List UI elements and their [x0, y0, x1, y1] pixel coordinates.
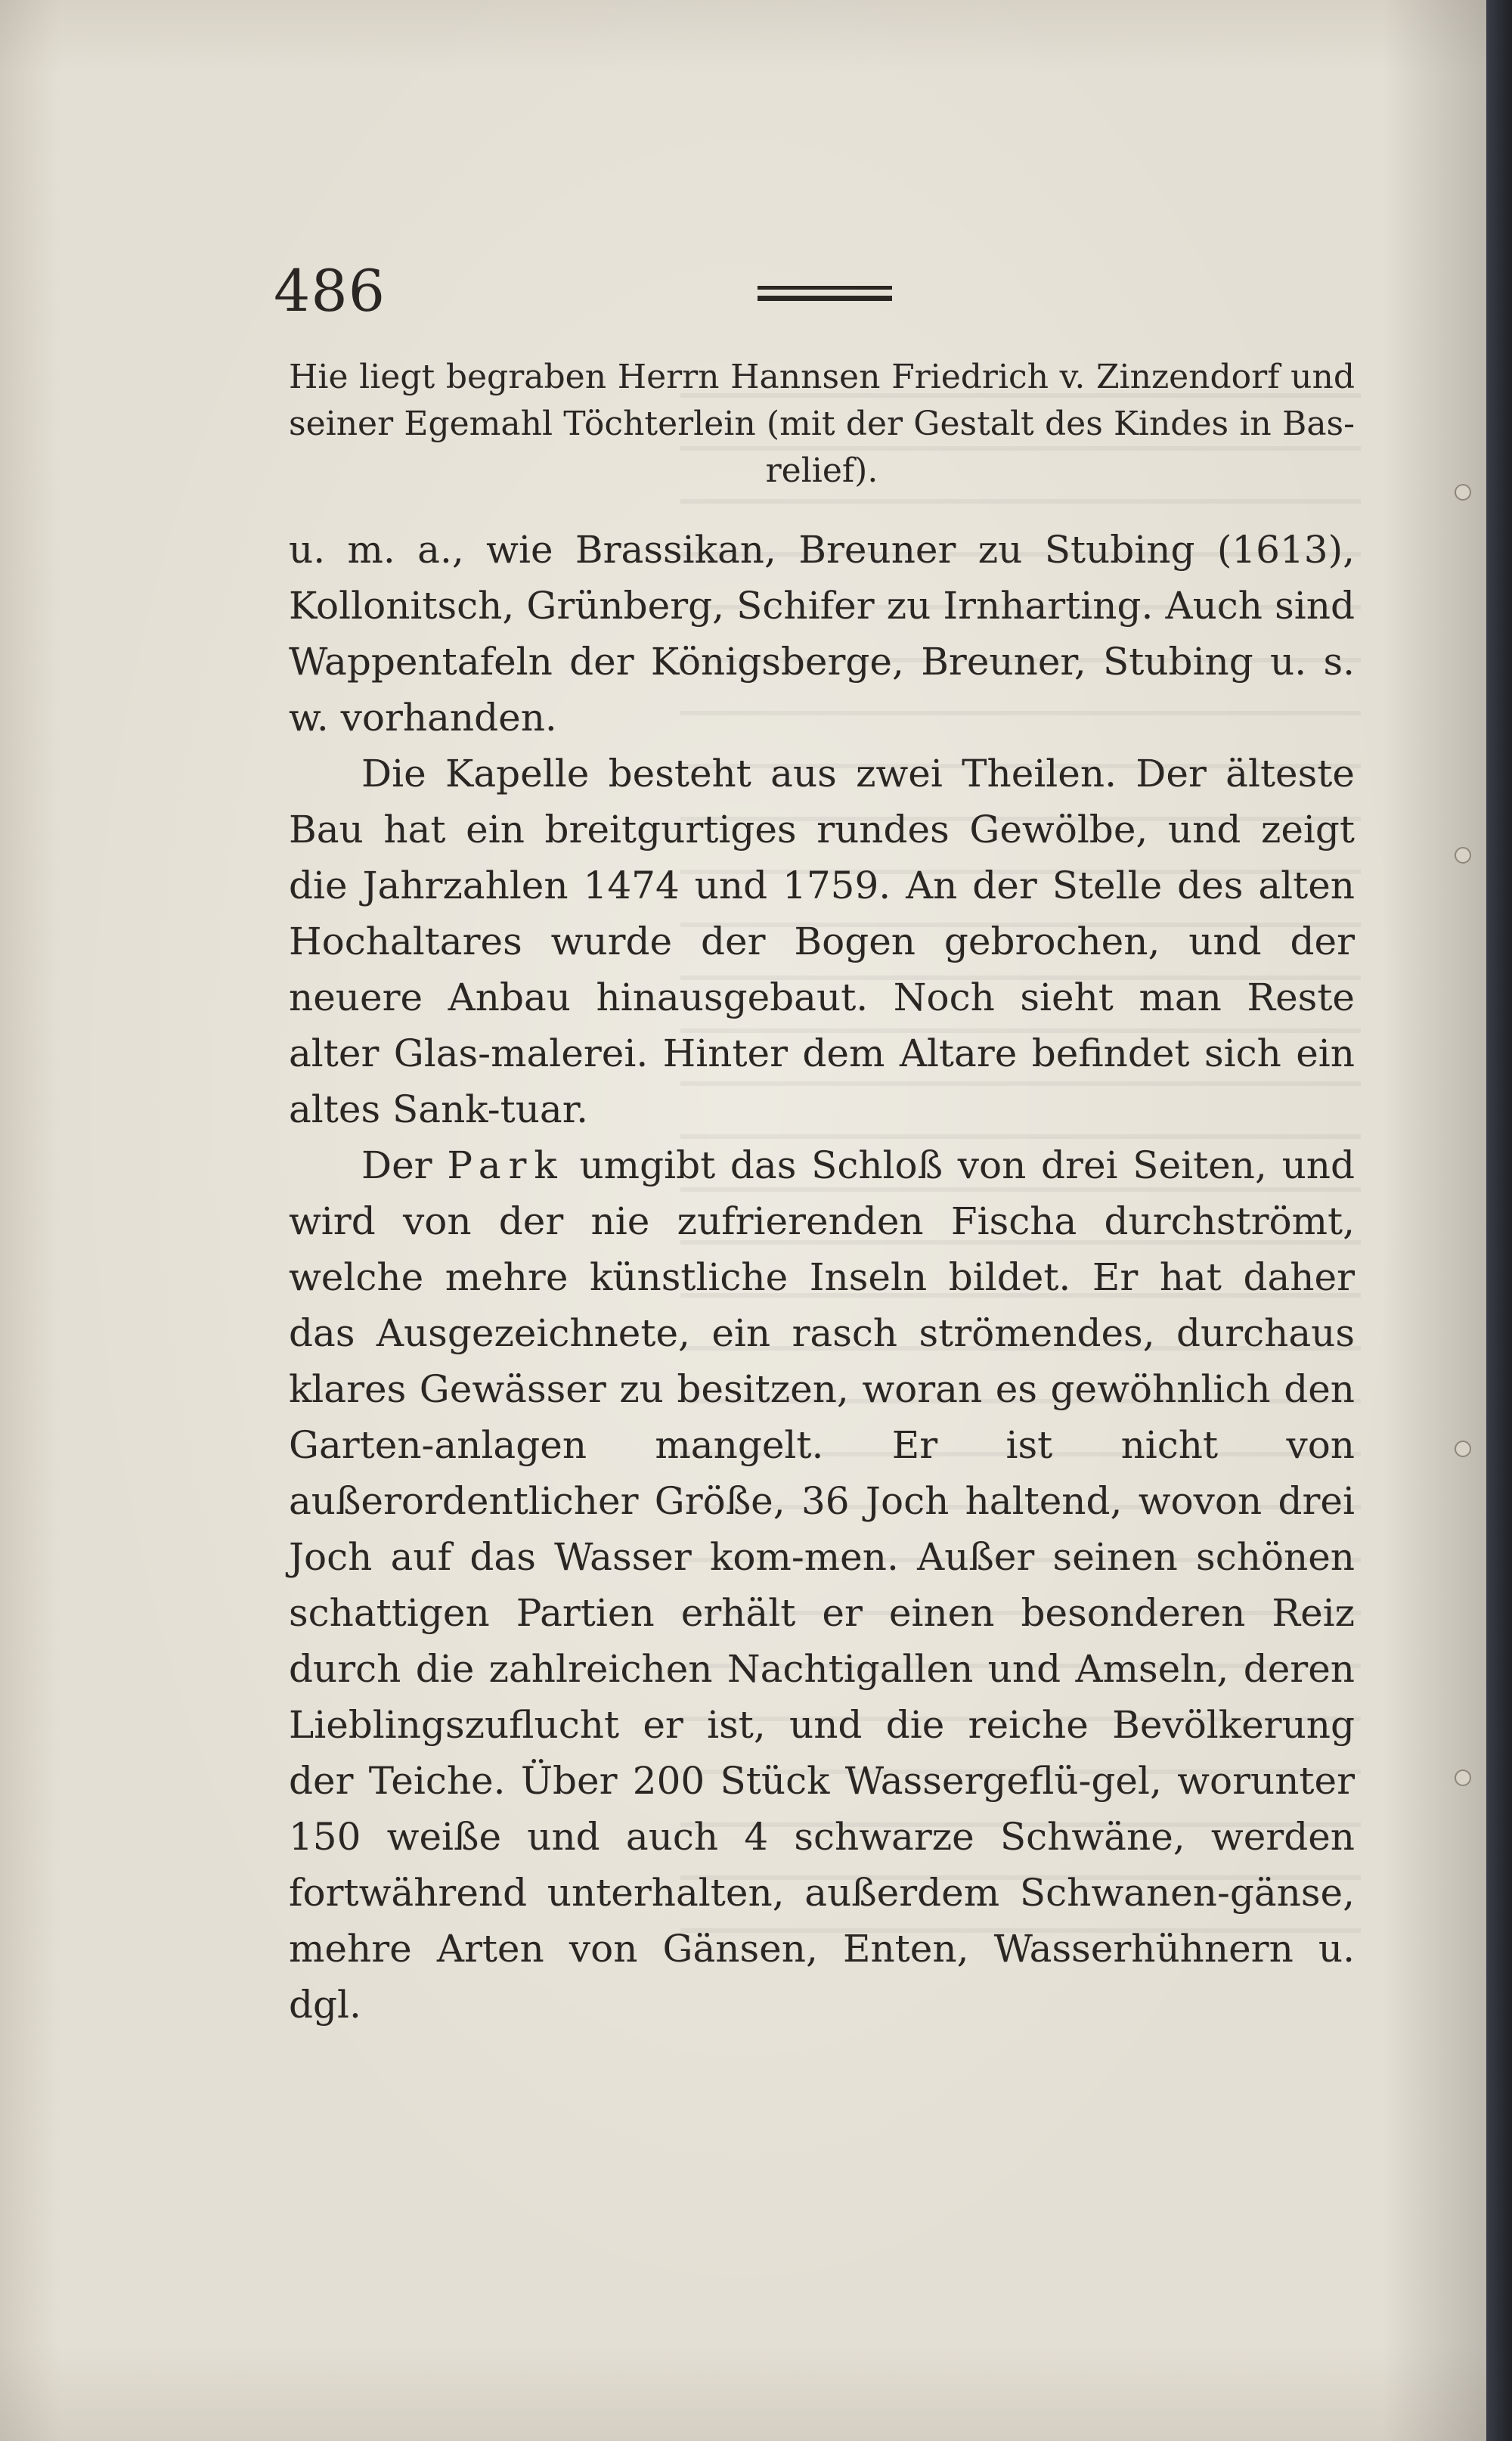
book-edge	[1486, 0, 1512, 2441]
page-number: 486	[274, 257, 386, 324]
paragraph: u. m. a., wie Brassikan, Breuner zu Stubing (1613), Kollonitsch, Grünberg, Schifer zu Irnharting. Auch sind Wappentafeln der Königsberge, Breuner, Stubing u. s. w. vorhanden.	[289, 528, 1355, 740]
header-rule	[758, 286, 892, 290]
body-text	[289, 522, 1355, 2033]
binding-thread	[1455, 1769, 1471, 1786]
paragraph	[289, 1137, 1355, 2033]
binding-thread	[1455, 1441, 1471, 1457]
binding-thread	[1455, 484, 1471, 501]
paragraph: Die Kapelle besteht aus zwei Theilen. Der älteste Bau hat ein breitgurtiges rundes Gewölbe, und zeigt die Jahrzahlen 1474 und 1759. An der Stelle des alten Hochaltares wurde der Bogen gebrochen, und der neuere Anbau hinausgebaut. Noch sieht man Reste alter Glas-malerei. Hinter dem Altare befindet sich ein altes Sank-tuar.	[289, 752, 1355, 1131]
spaced-word: Park	[447, 1143, 565, 1187]
paragraph-body: umgibt das Schloß von drei Seiten, und wird von der nie zufrierenden Fischa durchströmt, welche mehre künstliche Inseln bildet. Er hat daher das Ausgezeichnete, ein rasch strömendes, durchaus klares Gewässer zu besitzen, woran es gewöhnlich den Garten-anlagen mangelt. Er ist nicht von außerordentlicher Größe, 36 Joch haltend, wovon drei Joch auf das Wasser kom-men. Außer seinen schönen schattigen Partien erhält er einen besonderen Reiz durch die zahlreichen Nachtigallen und Amseln, deren Lieblingszuflucht er ist, und die reiche Bevölkerung der Teiche. Über 200 Stück Wassergeflü-gel, worunter 150 weiße und auch 4 schwarze Schwäne, werden fortwährend unterhalten, außerdem Schwanen-gänse, mehre Arten von Gänsen, Enten, Wasserhühnern u. dgl.	[289, 1143, 1355, 2027]
binding-thread	[1455, 847, 1471, 864]
paragraph-lead: Der	[361, 1143, 432, 1187]
page-header	[274, 257, 1362, 325]
inscription-quote: Hie liegt begraben Herrn Hannsen Friedrich v. Zinzendorf und seiner Egemahl Töchterlein (mit der Gestalt des Kindes in Bas-relief).	[289, 358, 1355, 490]
